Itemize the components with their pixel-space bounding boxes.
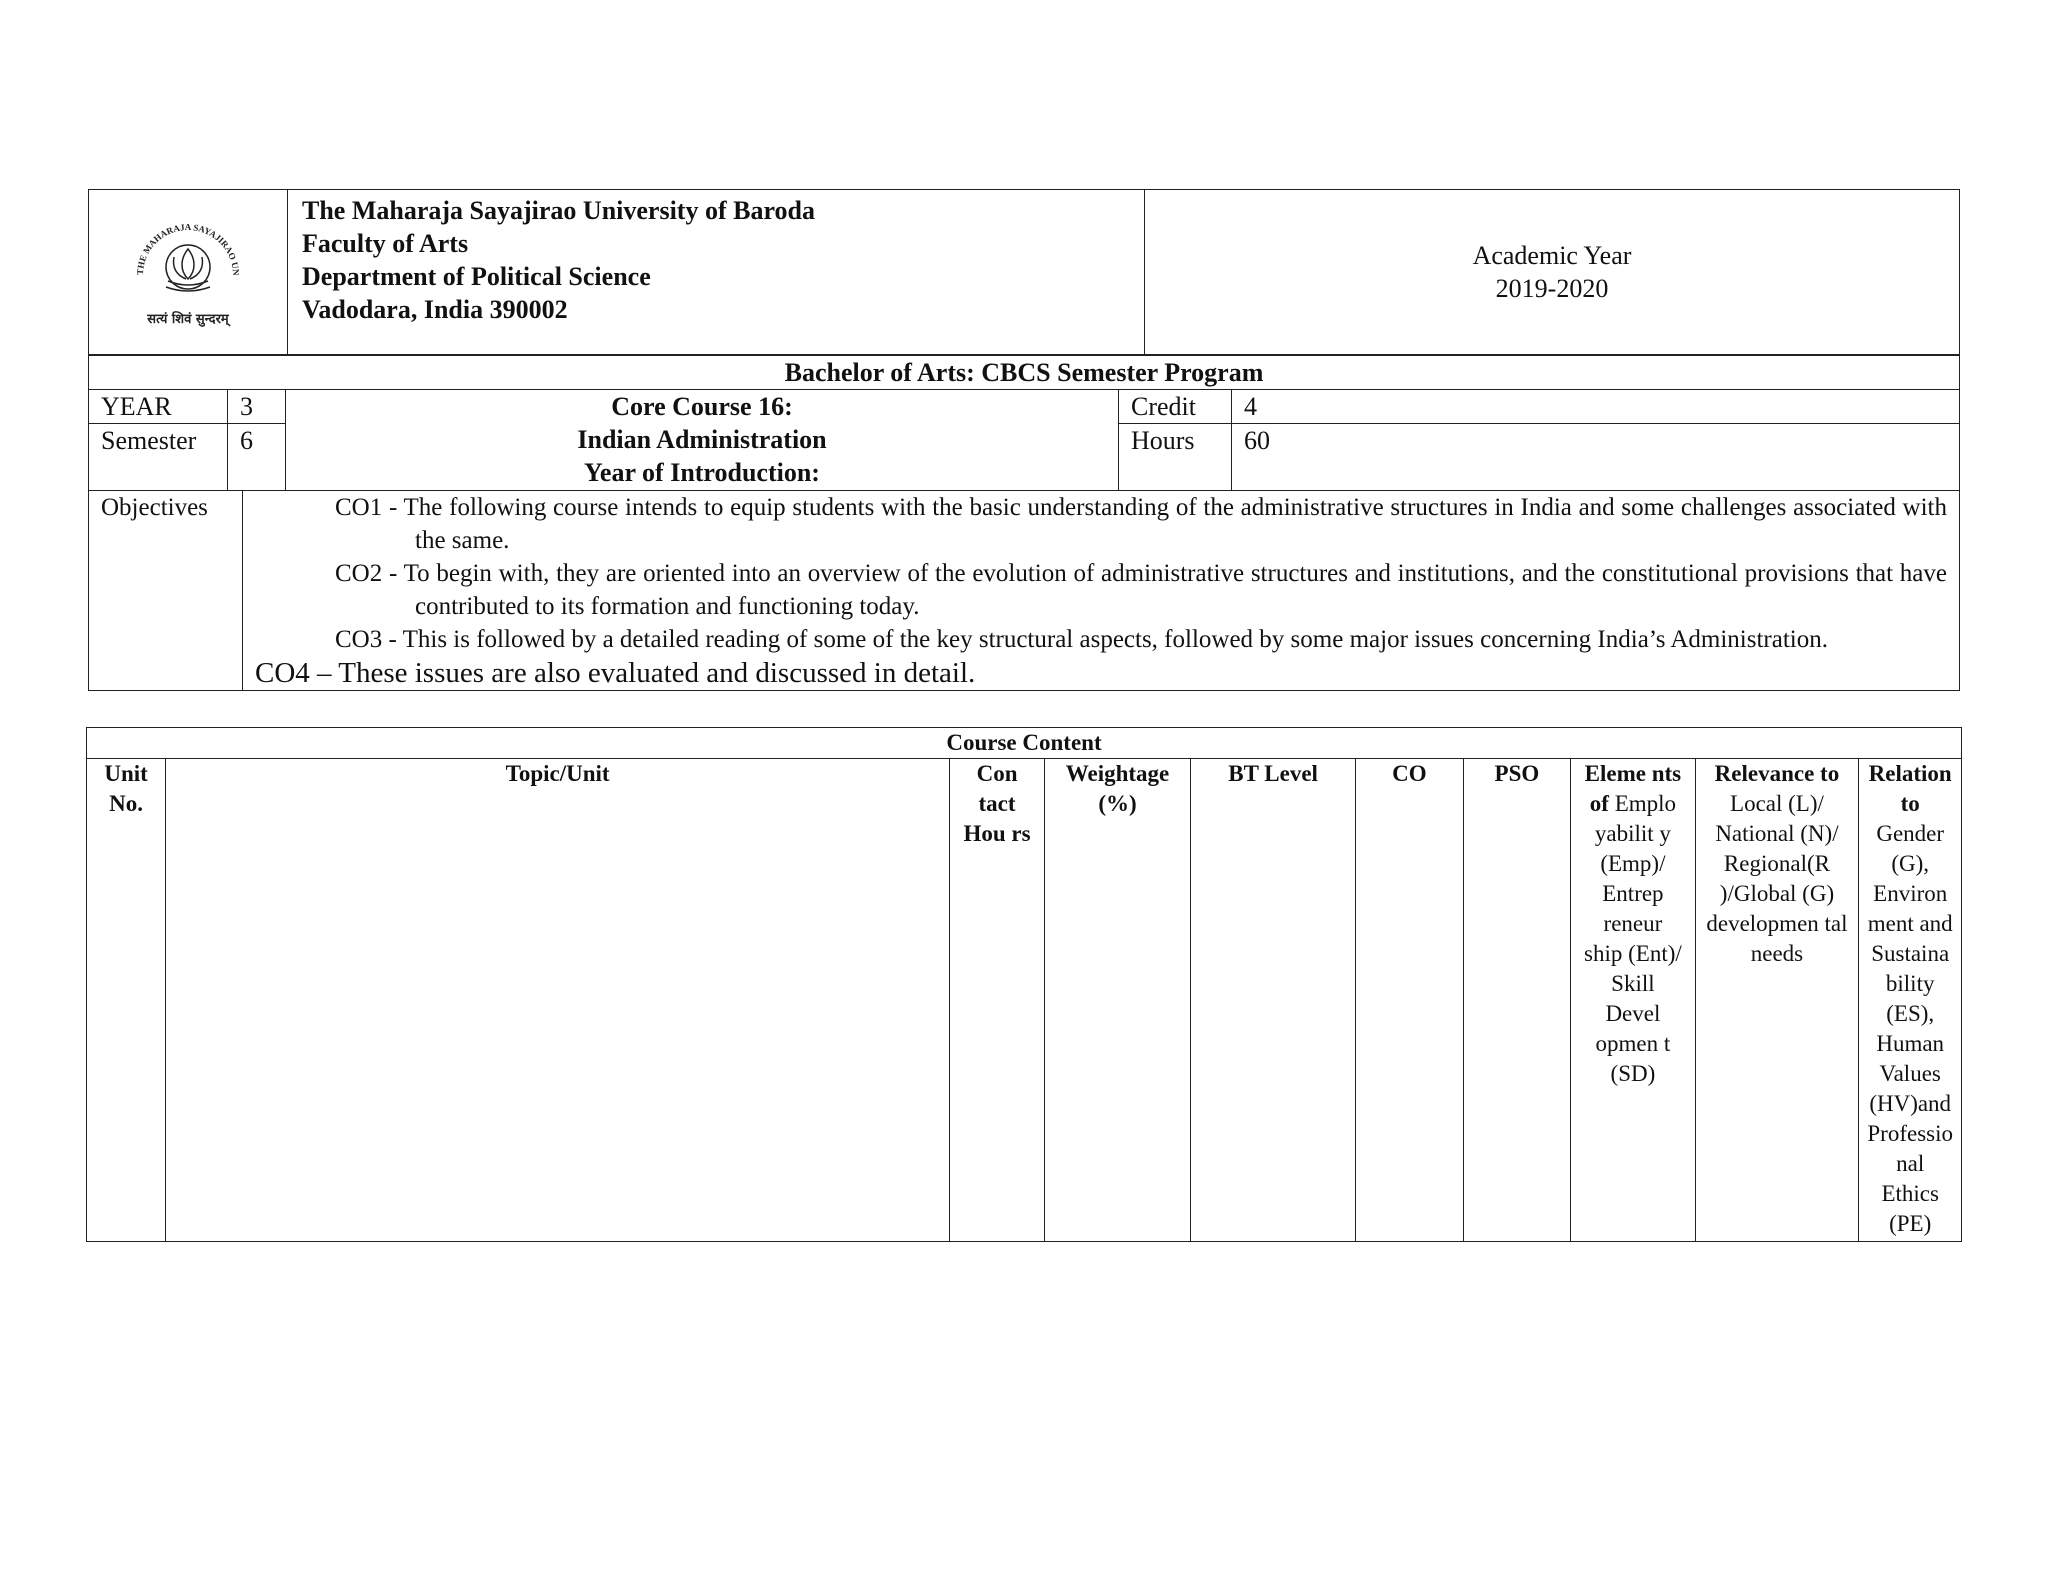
university-seal-icon [118, 205, 258, 335]
course-content-title: Course Content [87, 728, 1962, 759]
objective-co4: CO4 – These issues are also evaluated and discussed in detail. [255, 657, 976, 689]
col-co: CO [1356, 759, 1463, 1242]
department-name: Department of Political Science [302, 262, 651, 291]
col-elements [1571, 759, 1695, 1242]
course-content-table [86, 727, 1962, 1242]
semester-value: 6 [228, 424, 286, 491]
program-title: Bachelor of Arts: CBCS Semester Program [89, 356, 1960, 390]
col-pso: PSO [1463, 759, 1571, 1242]
university-info-cell [288, 190, 1145, 355]
course-title-cell [286, 390, 1119, 491]
col-contact-hours: Con tact Hou rs [949, 759, 1044, 1242]
course-name: Indian Administration [577, 425, 827, 454]
objective-co2: CO2 - To begin with, they are oriented into an overview of the evolution of administrative structures and institutions, and the constitutional provisions that have contributed to its formation and functioning today. [335, 560, 1947, 620]
course-code: Core Course 16: [611, 392, 793, 421]
col-weightage: Weightage (%) [1045, 759, 1191, 1242]
col-relevance-rest: Local (L)/ National (N)/ Regional(R )/Global (G) developmen tal needs [1706, 791, 1848, 966]
year-of-introduction: Year of Introduction: [584, 458, 820, 487]
credit-label: Credit [1119, 390, 1232, 424]
col-elements-bold: Eleme nts of [1584, 761, 1682, 816]
academic-year-cell [1145, 190, 1960, 355]
address: Vadodara, India 390002 [302, 295, 568, 324]
header-table [88, 189, 1960, 355]
university-name: The Maharaja Sayajirao University of Baroda [302, 196, 815, 225]
logo-motto: सत्यं शिवं सुन्दरम् [147, 311, 229, 327]
col-relation-bold: Relation to [1868, 761, 1952, 816]
objectives-table [88, 490, 1960, 691]
year-label: YEAR [89, 390, 228, 424]
col-relation-rest: Gender (G), Environ ment and Sustaina bility (ES), Human Values (HV)and Professio nal Ethics (PE) [1867, 821, 1954, 1236]
svg-text:THE MAHARAJA SAYAJIRAO UNIVERS [118, 205, 241, 276]
col-relation [1859, 759, 1962, 1242]
objectives-label: Objectives [89, 491, 243, 691]
semester-label: Semester [89, 424, 228, 491]
objective-co1: CO1 - The following course intends to equip students with the basic understanding of the administrative structures in India and some challenges associated with the same. [335, 494, 1947, 554]
program-table [88, 355, 1960, 491]
col-elements-rest: Emplo yabilit y (Emp)/ Entrep reneur ship (Ent)/ Skill Devel opmen t (SD) [1584, 791, 1682, 1086]
university-logo-cell [89, 190, 288, 355]
seal-ring-text: THE MAHARAJA SAYAJIRAO UN [134, 221, 242, 276]
hours-label: Hours [1119, 424, 1232, 491]
academic-year-label: Academic Year [1472, 241, 1632, 270]
col-topic-unit: Topic/Unit [166, 759, 950, 1242]
objective-co3: CO3 - This is followed by a detailed reading of some of the key structural aspects, followed by some major issues concerning India’s Administration. [335, 626, 1828, 653]
credit-value: 4 [1232, 390, 1960, 424]
col-unit-no: Unit No. [87, 759, 166, 1242]
objectives-list [243, 491, 1960, 691]
col-bt-level: BT Level [1190, 759, 1355, 1242]
col-relevance-bold: Relevance to [1714, 761, 1840, 786]
academic-year-value: 2019-2020 [1495, 274, 1609, 303]
hours-value: 60 [1232, 424, 1960, 491]
faculty-name: Faculty of Arts [302, 229, 469, 258]
col-relevance [1695, 759, 1859, 1242]
year-value: 3 [228, 390, 286, 424]
